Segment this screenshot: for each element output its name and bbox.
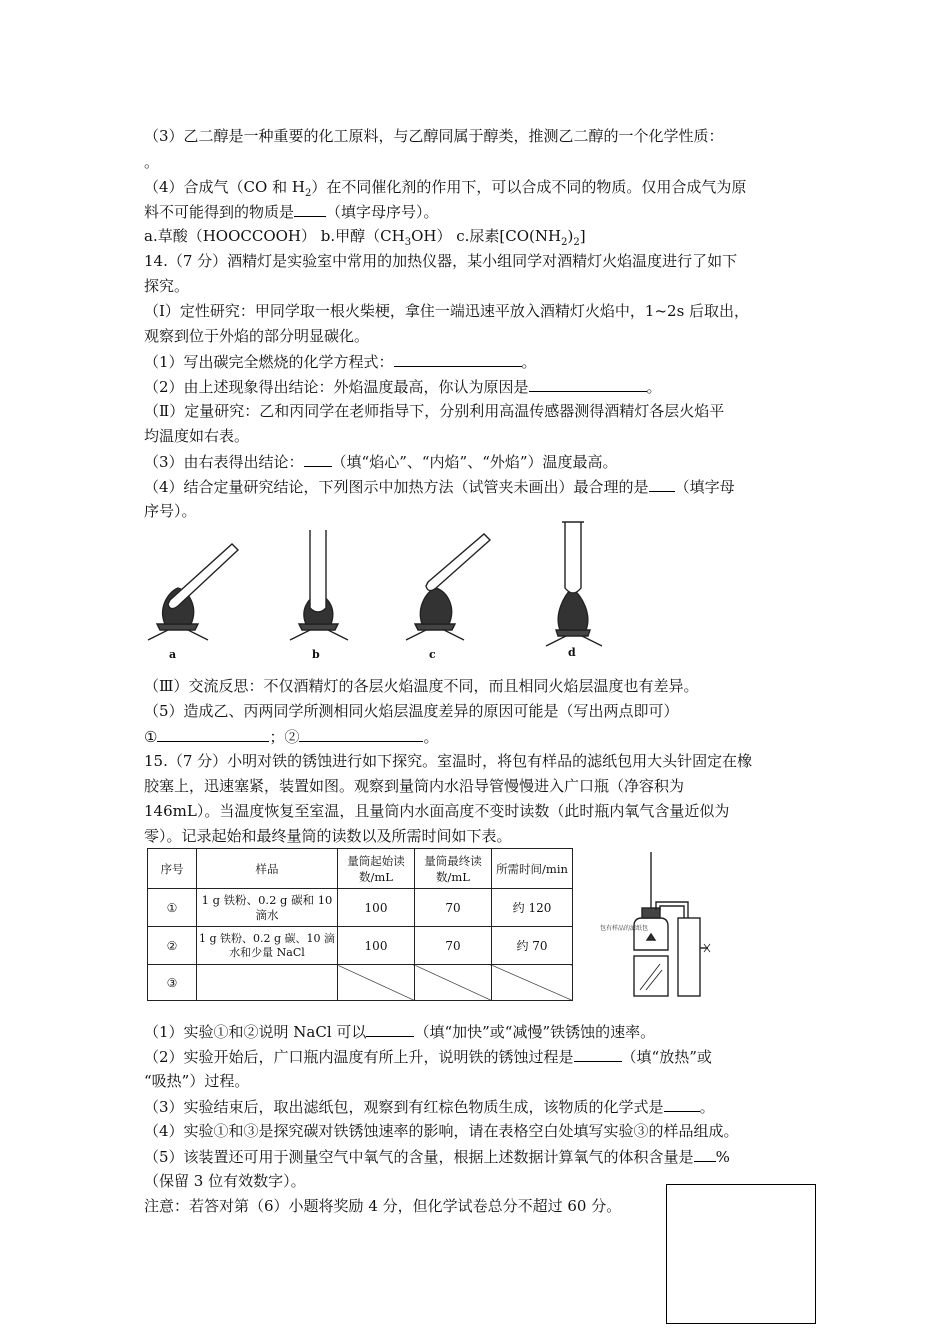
q14-s3: （3）由右表得出结论： （填“焰心”、“内焰”、“外焰”）温度最高。	[144, 453, 618, 471]
row-no: ②	[148, 927, 197, 965]
bonus-note: 注意：若答对第（6）小题将奖励 4 分，但化学试卷总分不超过 60 分。	[144, 1197, 622, 1215]
q15-s5-2: （保留 3 位有效数字）。	[144, 1172, 306, 1190]
row-time: 约 70	[492, 927, 573, 965]
q13-4-line2: 料不可能得到的物质是 （填字母序号）。	[144, 203, 439, 221]
rusting-apparatus-figure	[600, 848, 720, 1000]
q13-4-line1: （4）合成气（CO 和 $H_2$）在不同催化剂的作用下，可以合成不同的物质。仅用合成气为原	[144, 178, 747, 199]
apparatus-label: 包有样品的滤纸包	[600, 925, 649, 932]
q15-s2: （2）实验开始后，广口瓶内温度有所上升，说明铁的锈蚀过程是 （填“放热”或	[144, 1048, 712, 1066]
q14-s2: （2）由上述现象得出结论：外焰温度最高，你认为原因是 。	[144, 378, 662, 396]
figure-c	[406, 534, 490, 640]
alcohol-lamp-figures	[140, 518, 620, 660]
table-row	[148, 927, 573, 965]
q14-intro-2: 探究。	[144, 277, 190, 295]
q15-intro-1: 15.（7 分）小明对铁的锈蚀进行如下探究。室温时，将包有样品的滤纸包用大头针固定在橡	[144, 752, 753, 770]
answer-blank[interactable]	[304, 451, 332, 467]
row-start: 100	[338, 889, 415, 927]
q14-part2-1: （Ⅱ）定量研究：乙和丙同学在老师指导下，分别利用高温传感器测得酒精灯各层火焰平	[144, 402, 725, 420]
row-end: 70	[415, 927, 492, 965]
q14-part2-2: 均温度如右表。	[144, 427, 250, 445]
q14-s5: （5）造成乙、丙两同学所测相同火焰层温度差异的原因可能是（写出两点即可）	[144, 702, 679, 720]
q13-options: a.草酸（HOOCCOOH） b.甲醇$(CH_3OH)$ c.尿素$[CO(NH_2)_2]$	[144, 227, 586, 248]
row-start-slashed	[338, 965, 415, 1001]
figure-b	[290, 530, 348, 640]
header-no: 序号	[148, 849, 197, 889]
caption-a: a	[169, 648, 177, 661]
table-row	[148, 965, 573, 1001]
q15-s5: （5）该装置还可用于测量空气中氧气的含量，根据上述数据计算氧气的体积含量是 %	[144, 1148, 730, 1166]
caption-d: d	[568, 646, 576, 659]
answer-blank[interactable]	[574, 1046, 622, 1062]
rusting-data-table	[147, 848, 573, 1001]
q15-s4: （4）实验①和③是探究碳对铁锈蚀速率的影响，请在表格空白处填写实验③的样品组成。	[144, 1122, 739, 1140]
row-no: ③	[148, 965, 197, 1001]
header-start: 量筒起始读数/mL	[338, 849, 415, 889]
q15-s2-2: “吸热”）过程。	[144, 1072, 250, 1090]
answer-blank[interactable]	[529, 376, 647, 392]
answer-blank[interactable]	[157, 726, 269, 742]
q15-s3: （3）实验结束后，取出滤纸包，观察到有红棕色物质生成，该物质的化学式是 。	[144, 1098, 715, 1116]
q15-s1: （1）实验①和②说明 NaCl 可以 （填“加快”或“减慢”铁锈蚀的速率。	[144, 1023, 656, 1041]
q14-part1-2: 观察到位于外焰的部分明显碳化。	[144, 327, 370, 345]
answer-blank[interactable]	[299, 726, 423, 742]
q15-intro-4: 零）。记录起始和最终量筒的读数以及所需时间如下表。	[144, 827, 512, 845]
bonus-answer-box[interactable]	[666, 1184, 816, 1324]
answer-blank[interactable]	[294, 201, 326, 217]
figure-d	[546, 522, 602, 646]
row-start: 100	[338, 927, 415, 965]
table-row	[148, 889, 573, 927]
answer-blank[interactable]	[394, 351, 522, 367]
q13-3-line2: 。	[144, 153, 160, 171]
q14-s1: （1）写出碳完全燃烧的化学方程式： 。	[144, 353, 537, 371]
answer-blank[interactable]	[664, 1096, 700, 1112]
q15-intro-3: 146mL）。当温度恢复至室温，且量筒内水面高度不变时读数（此时瓶内氧气含量近似为	[144, 802, 730, 820]
row-time-slashed	[492, 965, 573, 1001]
header-time: 所需时间/min	[492, 849, 573, 889]
answer-blank[interactable]	[694, 1146, 716, 1162]
row-end-slashed	[415, 965, 492, 1001]
row-sample-blank[interactable]	[197, 965, 338, 1001]
q14-s4-2: 序号）。	[144, 502, 197, 520]
caption-b: b	[312, 648, 320, 661]
answer-blank[interactable]	[366, 1021, 414, 1037]
row-time: 约 120	[492, 889, 573, 927]
q13-3-line1: （3）乙二醇是一种重要的化工原料，与乙醇同属于醇类，推测乙二醇的一个化学性质：	[144, 127, 724, 145]
q14-part1-1: （Ⅰ）定性研究：甲同学取一根火柴梗，拿住一端迅速平放入酒精灯火焰中，1~2s 后取出，	[144, 302, 750, 320]
q14-part3: （Ⅲ）交流反思：不仅酒精灯的各层火焰温度不同，而且相同火焰层温度也有差异。	[144, 677, 699, 695]
answer-blank[interactable]	[649, 476, 675, 492]
figure-a	[148, 544, 238, 640]
q14-s5-answers: ① ；② 。	[144, 728, 439, 746]
caption-c: c	[429, 648, 436, 661]
q14-s4: （4）结合定量研究结论，下列图示中加热方法（试管夹未画出）最合理的是 （填字母	[144, 478, 735, 496]
q14-intro-1: 14.（7 分）酒精灯是实验室中常用的加热仪器，某小组同学对酒精灯火焰温度进行了如下	[144, 252, 738, 270]
row-sample: 1 g 铁粉、0.2 g 碳和 10 滴水	[197, 889, 338, 927]
header-end: 量筒最终读数/mL	[415, 849, 492, 889]
row-end: 70	[415, 889, 492, 927]
row-sample: 1 g 铁粉、0.2 g 碳、10 滴水和少量 NaCl	[197, 927, 338, 965]
header-sample: 样品	[197, 849, 338, 889]
row-no: ①	[148, 889, 197, 927]
q15-intro-2: 胶塞上，迅速塞紧，装置如图。观察到量筒内水沿导管慢慢进入广口瓶（净容积为	[144, 777, 685, 795]
